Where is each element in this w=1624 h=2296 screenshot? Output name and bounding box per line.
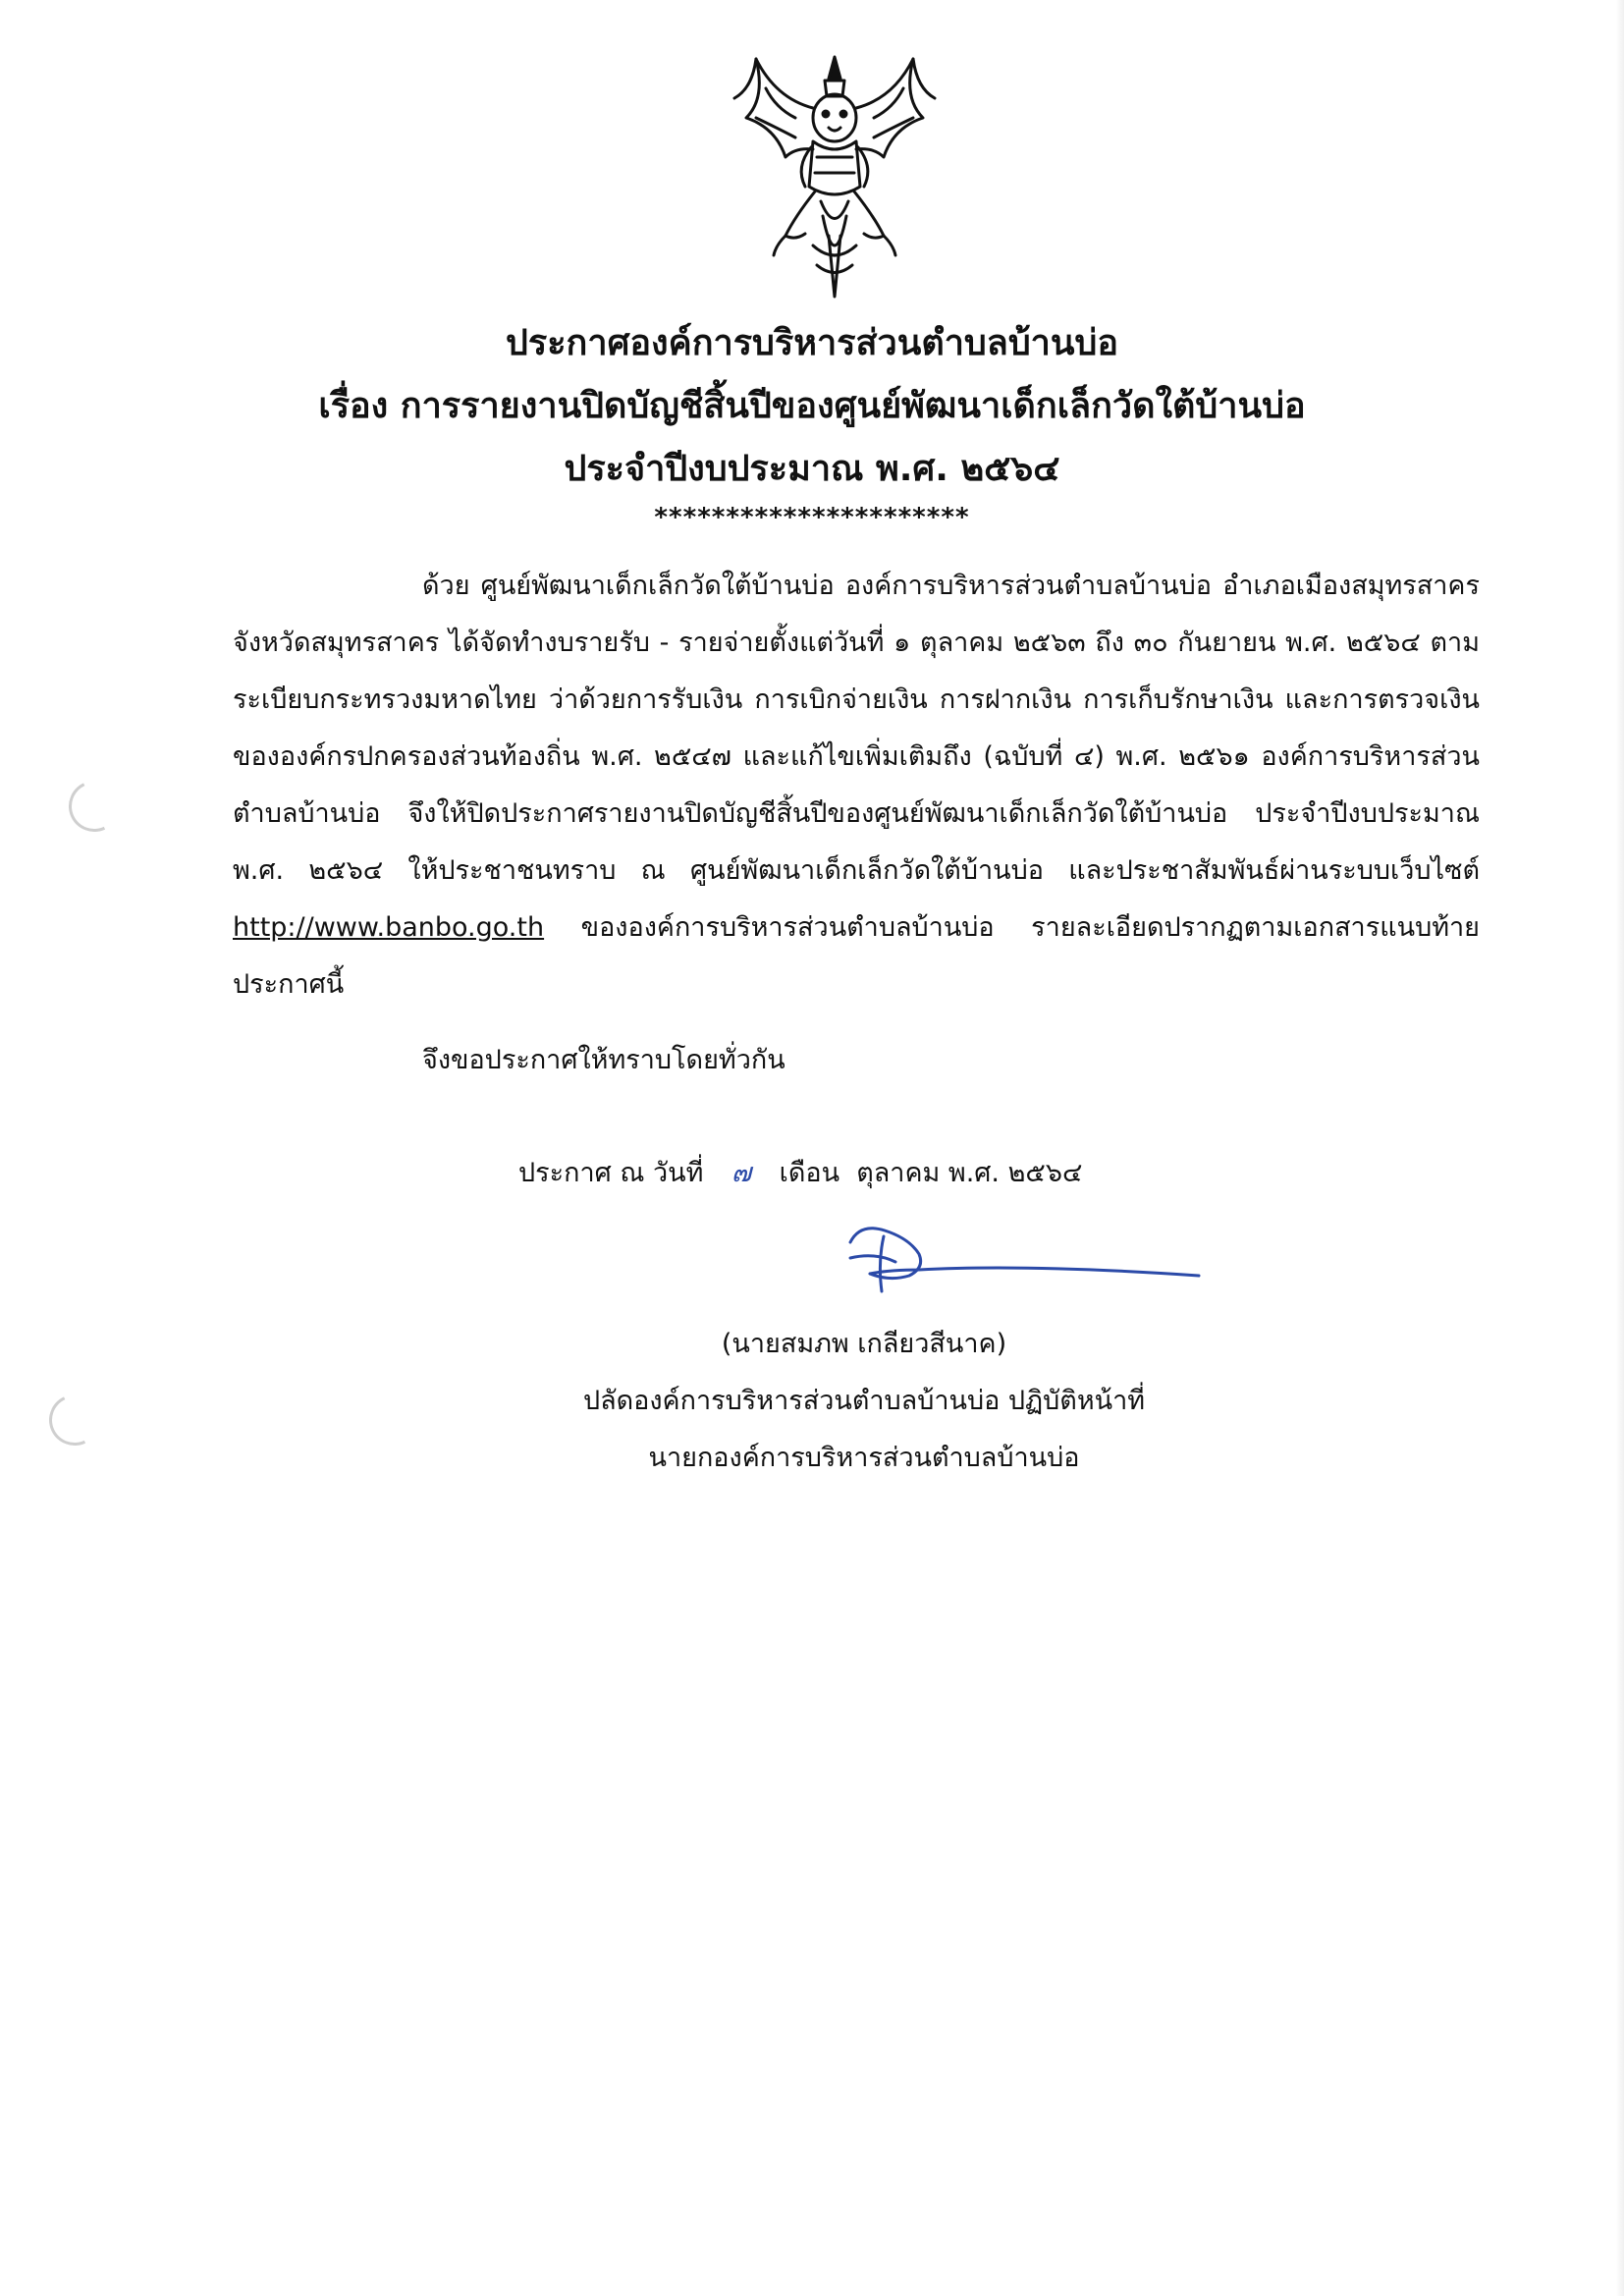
punch-hole-top [62, 774, 128, 840]
signer-position-line1: ปลัดองค์การบริหารส่วนตำบลบ้านบ่อ ปฏิบัติหน้าที่ [582, 1386, 1146, 1416]
punch-hole-bottom [42, 1388, 108, 1453]
announcement-date [518, 1145, 1082, 1202]
header-separator: ********************** [654, 503, 970, 532]
announcement-title: ประกาศองค์การบริหารส่วนตำบลบ้านบ่อ [506, 323, 1118, 363]
announcement-subject: เรื่อง การรายงานปิดบัญชีสิ้นปีของศูนย์พัฒนาเด็กเล็กวัดใต้บ้านบ่อ [318, 386, 1306, 426]
website-link[interactable]: http://www.banbo.go.th [233, 912, 545, 943]
fiscal-year-line: ประจำปีงบประมาณ พ.ศ. ๒๕๖๔ [564, 449, 1060, 489]
body-text-before-url: ด้วย ศูนย์พัฒนาเด็กเล็กวัดใต้บ้านบ่อ องค์การบริหารส่วนตำบลบ้านบ่อ อำเภอเมืองสมุทรสาคร จังหวัดสมุทรสาคร ได้จัดทำงบรายรับ - รายจ่ายตั้งแต่วันที่ ๑ ตุลาคม ๒๕๖๓ ถึง ๓๐ กันยายน พ.ศ. ๒๕๖๔ ตามระเบียบกระทรวงมหาดไทย ว่าด้วยการรับเงิน การเบิกจ่ายเงิน การฝากเงิน การเก็บรักษาเงิน และการตรวจเงินขององค์กรปกครองส่วนท้องถิ่น พ.ศ. ๒๕๔๗ และแก้ไขเพิ่มเติมถึง (ฉบับที่ ๔) พ.ศ. ๒๕๖๑ องค์การบริหารส่วนตำบลบ้านบ่อ จึงให้ปิดประกาศรายงานปิดบัญชีสิ้นปีของศูนย์พัฒนาเด็กเล็กวัดใต้บ้านบ่อ ประจำปีงบประมาณ พ.ศ. ๒๕๖๔ ให้ประชาชนทราบ ณ ศูนย์พัฒนาเด็กเล็กวัดใต้บ้านบ่อ และประชาสัมพันธ์ผ่านระบบเว็บไซต์ [233, 571, 1480, 886]
date-month-year: ตุลาคม พ.ศ. ๒๕๖๔ [856, 1158, 1083, 1188]
closing-statement: จึงขอประกาศให้ทราบโดยทั่วกัน [422, 1045, 785, 1075]
signer-name: (นายสมภพ เกลียวสีนาค) [721, 1329, 1007, 1359]
announcement-header [196, 312, 1428, 534]
scan-edge [1616, 0, 1624, 2296]
body-text-after-url: ขององค์การบริหารส่วนตำบลบ้านบ่อ รายละเอียดปรากฏตามเอกสารแนบท้ายประกาศนี้ [233, 912, 1480, 1000]
signer-position-line2: นายกองค์การบริหารส่วนตำบลบ้านบ่อ [648, 1443, 1080, 1473]
date-month-label: เดือน [779, 1158, 840, 1188]
signer-block [550, 1316, 1178, 1487]
body-paragraph [233, 558, 1480, 1013]
date-day: ๗ [731, 1158, 752, 1188]
garuda-emblem-icon [727, 39, 943, 304]
date-prefix: ประกาศ ณ วันที่ [518, 1158, 704, 1188]
announcement-body [233, 558, 1480, 1013]
handwritten-signature-icon [831, 1213, 1204, 1301]
